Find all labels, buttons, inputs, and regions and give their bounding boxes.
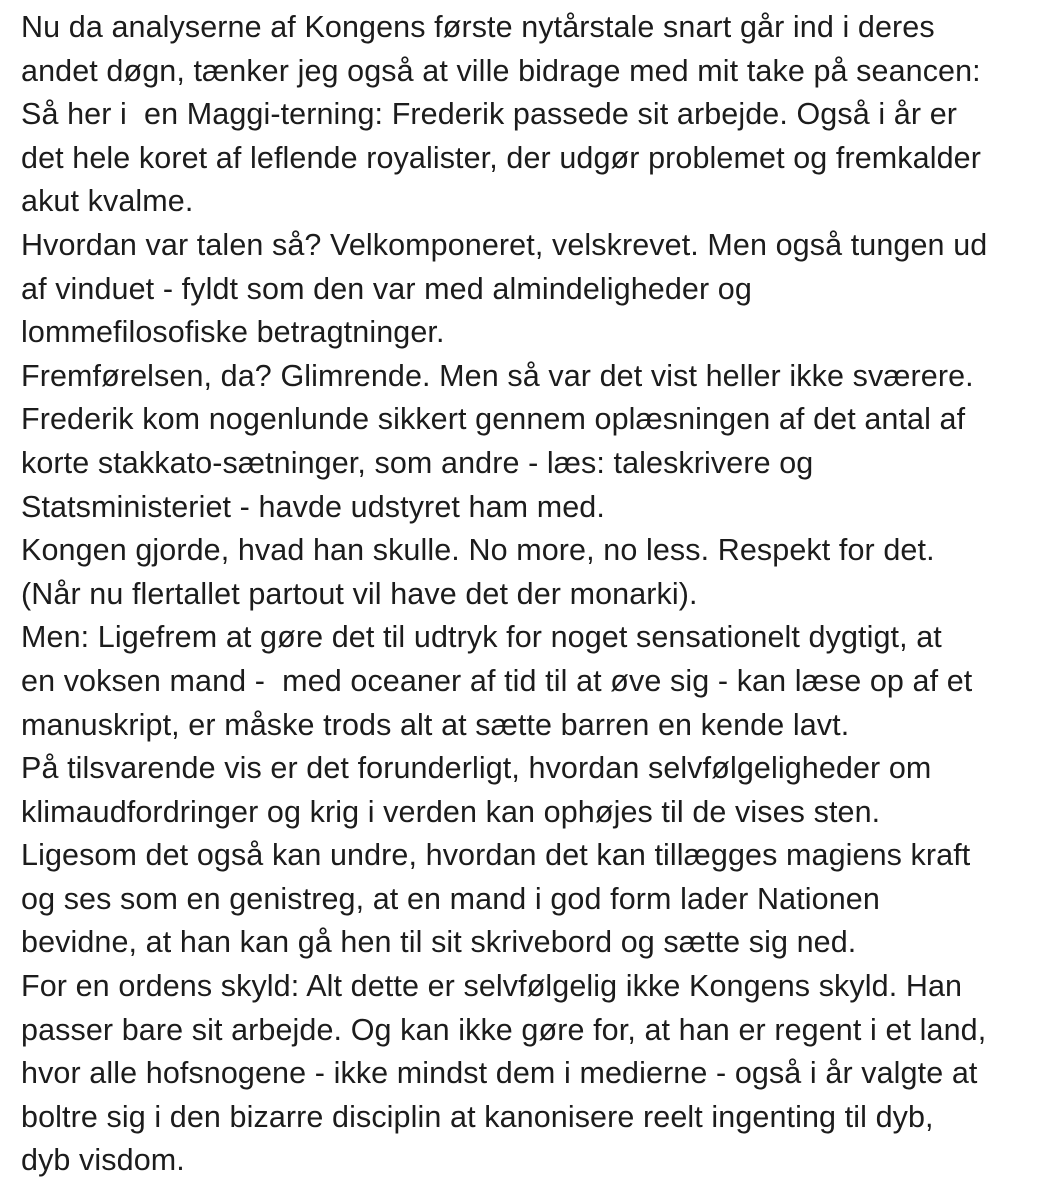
text-line: en voksen mand - med oceaner af tid til at øve sig - kan læse op af et (21, 663, 973, 698)
text-line: og ses som en genistreg, at en mand i god form lader Nationen (21, 881, 880, 916)
text-line: manuskript, er måske trods alt at sætte barren en kende lavt. (21, 707, 850, 742)
text-line: passer bare sit arbejde. Og kan ikke gøre for, at han er regent i et land, (21, 1012, 987, 1047)
text-line: klimaudfordringer og krig i verden kan ophøjes til de vises sten. (21, 794, 881, 829)
text-line: hvor alle hofsnogene - ikke mindst dem i medierne - også i år valgte at (21, 1056, 978, 1091)
text-line: akut kvalme. (21, 184, 194, 219)
text-line: dyb visdom. (21, 1143, 185, 1178)
text-line: lommefilosofiske betragtninger. (21, 315, 445, 350)
text-line: andet døgn, tænker jeg også at ville bidrage med mit take på seancen: (21, 53, 981, 88)
text-line: For en ordens skyld: Alt dette er selvfølgelig ikke Kongens skyld. Han (21, 969, 963, 1004)
text-line: af vinduet - fyldt som den var med almindeligheder og (21, 271, 752, 306)
text-line: Men: Ligefrem at gøre det til udtryk for noget sensationelt dygtigt, at (21, 620, 942, 655)
text-line: Ligesom det også kan undre, hvordan det kan tillægges magiens kraft (21, 838, 971, 873)
text-line: Statsministeriet - havde udstyret ham med. (21, 489, 605, 524)
text-line: det hele koret af leflende royalister, der udgør problemet og fremkalder (21, 140, 981, 175)
text-line: bevidne, at han kan gå hen til sit skrivebord og sætte sig ned. (21, 925, 857, 960)
text-line: Hvordan var talen så? Velkomponeret, velskrevet. Men også tungen ud (21, 227, 988, 262)
text-line: Fremførelsen, da? Glimrende. Men så var det vist heller ikke sværere. (21, 358, 974, 393)
text-line: Kongen gjorde, hvad han skulle. No more, no less. Respekt for det. (21, 533, 935, 568)
text-line: Frederik kom nogenlunde sikkert gennem oplæsningen af det antal af (21, 402, 966, 437)
text-line: På tilsvarende vis er det forunderligt, hvordan selvfølgeligheder om (21, 751, 932, 786)
text-line: boltre sig i den bizarre disciplin at kanonisere reelt ingenting til dyb, (21, 1099, 934, 1134)
text-line: Nu da analyserne af Kongens første nytårstale snart går ind i deres (21, 10, 935, 44)
text-line: Så her i en Maggi-terning: Frederik passede sit arbejde. Også i år er (21, 97, 958, 132)
text-line: korte stakkato-sætninger, som andre - læs: taleskrivere og (21, 445, 814, 480)
text-line: (Når nu flertallet partout vil have det der monarki). (21, 576, 698, 611)
